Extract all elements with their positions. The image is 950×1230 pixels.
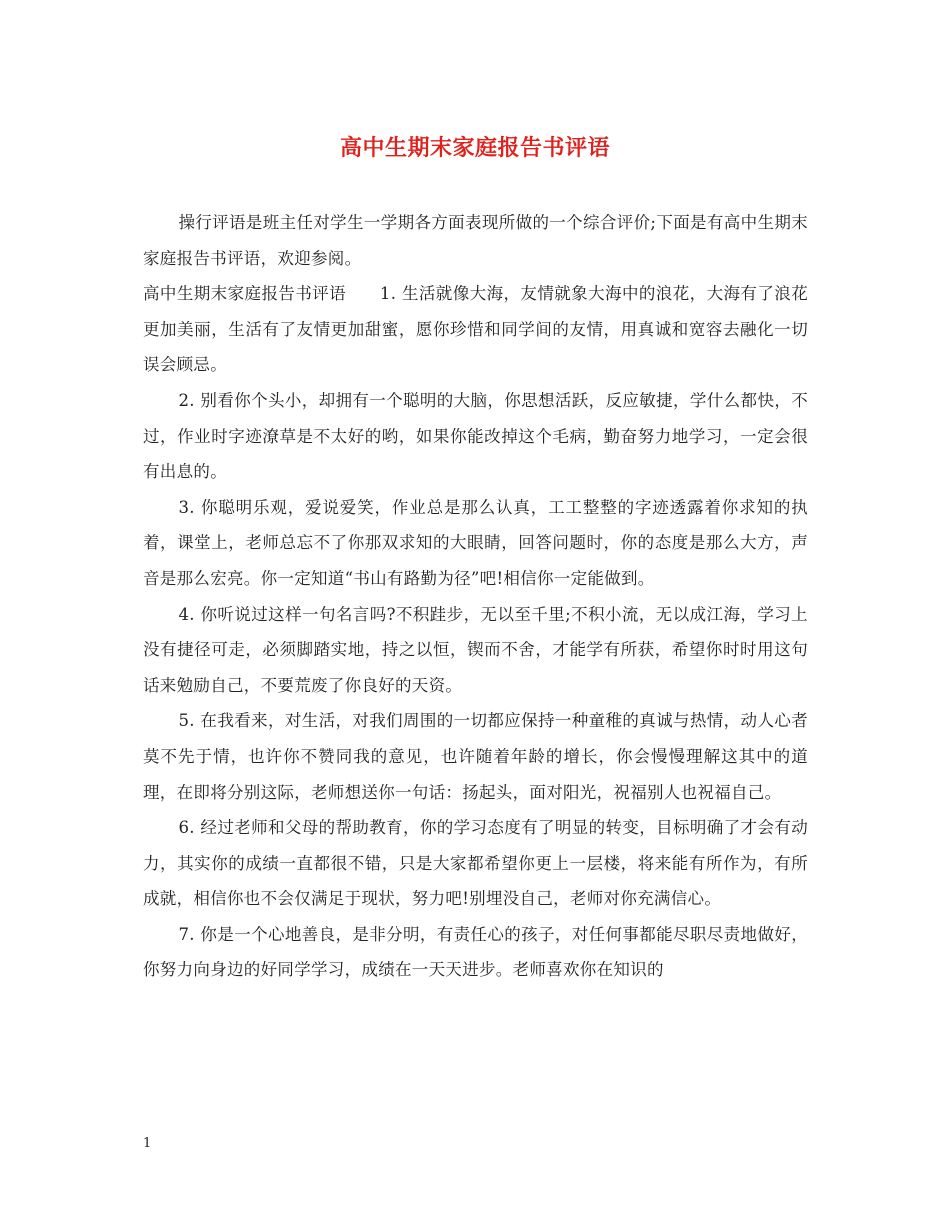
- intro-paragraph: 操行评语是班主任对学生一学期各方面表现所做的一个综合评价;下面是有高中生期末家庭报告书评语，欢迎参阅。: [143, 213, 808, 268]
- comment-paragraph-1: 高中生期末家庭报告书评语 1. 生活就像大海，友情就象大海中的浪花，大海有了浪花更加美丽，生活有了友情更加甜蜜，愿你珍惜和同学间的友情，用真诚和宽容去融化一切误会顾忌。: [143, 284, 808, 375]
- document-body: [143, 205, 808, 988]
- comment-paragraph-3: 3. 你聪明乐观，爱说爱笑，作业总是那么认真，工工整整的字迹透露着你求知的执着，课堂上，老师总忘不了你那双求知的大眼睛，回答问题时，你的态度是那么大方，声音是那么宏亮。你一定知道“书山有路勤为径”吧!相信你一定能做到。: [143, 497, 808, 588]
- comment-paragraph-2: 2. 别看你个头小，却拥有一个聪明的大脑，你思想活跃，反应敏捷，学什么都快，不过，作业时字迹潦草是不太好的哟，如果你能改掉这个毛病，勤奋努力地学习，一定会很有出息的。: [143, 390, 808, 482]
- document-title: 高中生期末家庭报告书评语: [339, 135, 610, 161]
- comment-paragraph-6: 6. 经过老师和父母的帮助教育，你的学习态度有了明显的转变，目标明确了才会有动力，其实你的成绩一直都很不错，只是大家都希望你更上一层楼，将来能有所作为，有所成就，相信你也不会仅满足于现状，努力吧!别埋没自己，老师对你充满信心。: [143, 818, 808, 909]
- comment-paragraph-7: 7. 你是一个心地善良，是非分明，有责任心的孩子，对任何事都能尽职尽责地做好，你努力向身边的好同学学习，成绩在一天天进步。老师喜欢你在知识的: [143, 924, 808, 980]
- comment-paragraph-4: 4. 你听说过这样一句名言吗?不积跬步，无以至千里;不积小流，无以成江海，学习上没有捷径可走，必须脚踏实地，持之以恒，锲而不舍，才能学有所获，希望你时时用这句话来勉励自己，不要荒废了你良好的天资。: [143, 604, 808, 695]
- page-number: 1: [143, 1136, 152, 1151]
- comment-paragraph-5: 5. 在我看来，对生活，对我们周围的一切都应保持一种童稚的真诚与热情，动人心者莫不先于情，也许你不赞同我的意见，也许随着年龄的增长，你会慢慢理解这其中的道理，在即将分别这际，老师想送你一句话：扬起头，面对阳光，祝福别人也祝福自己。: [143, 711, 808, 802]
